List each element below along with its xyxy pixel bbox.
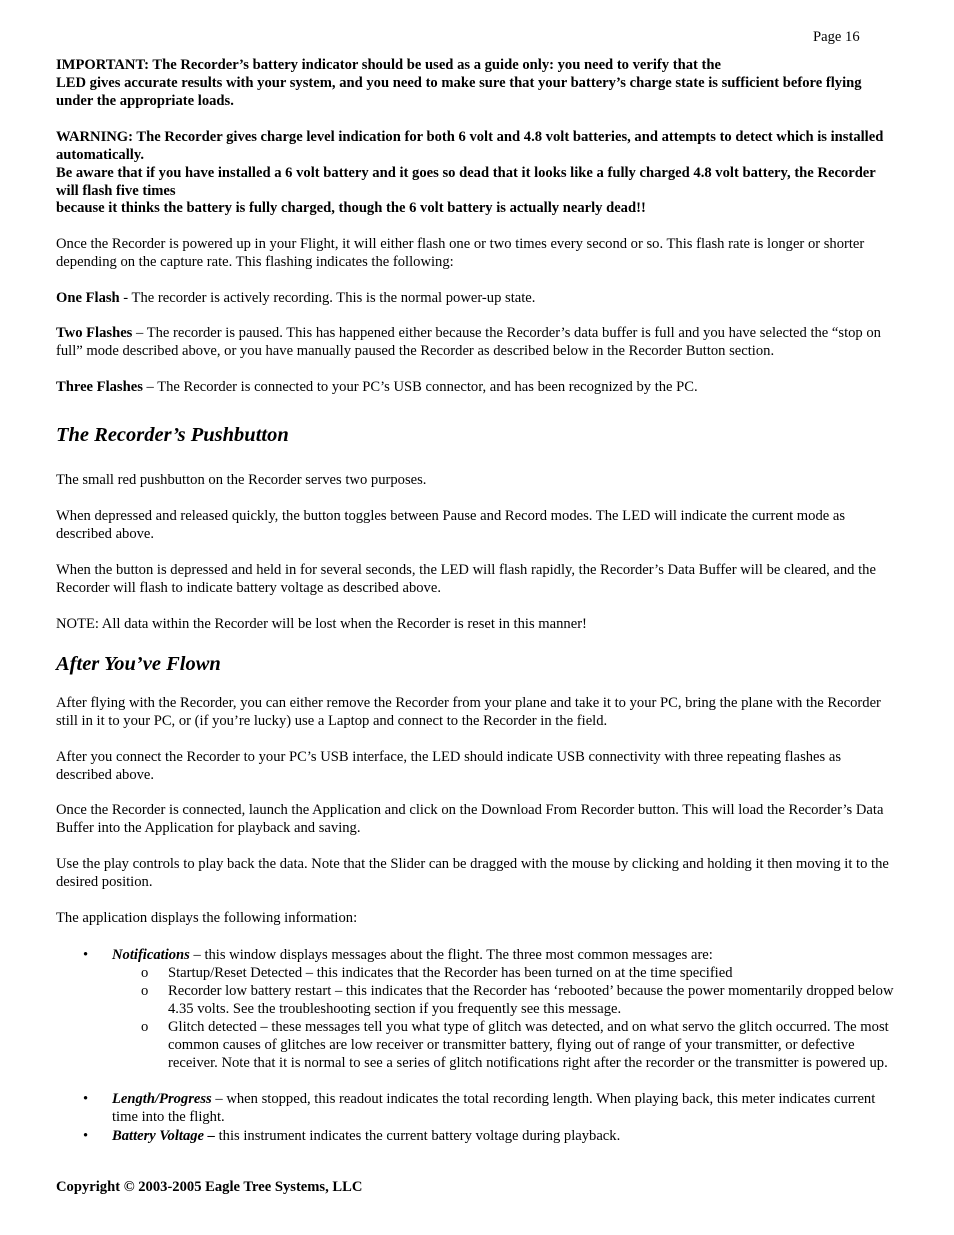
after-paragraph-5: The application displays the following information:	[56, 910, 358, 926]
warning-paragraph-3: because it thinks the battery is fully charged, though the 6 volt battery is actually nearly dead!!	[56, 200, 646, 216]
bullet-text: – when stopped, this readout indicates the total recording length. When playing back, this meter indicates current time into the flight.	[112, 1091, 876, 1125]
sub-bullet-symbol: o	[141, 983, 149, 999]
pushbutton-heading: The Recorder’s Pushbutton	[56, 424, 289, 446]
list-item-battery-voltage	[83, 1127, 896, 1145]
warning-paragraph-2: Be aware that if you have installed a 6 volt battery and it goes so dead that it looks like a fully charged 4.8 volt battery, the Recorder will flash five times	[56, 165, 876, 199]
after-paragraph-3: Once the Recorder is connected, launch the Application and click on the Download From Recorder button. This will load the Recorder’s Data Buffer into the Application for playback and saving.	[56, 802, 884, 836]
list-item-length-progress	[83, 1090, 896, 1126]
two-flashes-term: Two Flashes	[56, 325, 133, 341]
page-number: Page 16	[813, 29, 860, 45]
bullet-symbol: •	[83, 1091, 89, 1107]
sub-bullet-symbol: o	[141, 965, 149, 981]
warning-paragraph-1: WARNING: The Recorder gives charge level indication for both 6 volt and 4.8 volt batteries, and attempts to detect which is installed automatically.	[56, 129, 884, 163]
one-flash-text: - The recorder is actively recording. This is the normal power-up state.	[119, 290, 536, 306]
pushbutton-paragraph-1: The small red pushbutton on the Recorder serves two purposes.	[56, 472, 427, 488]
copyright: Copyright © 2003-2005 Eagle Tree Systems, LLC	[56, 1179, 363, 1195]
sub-list-item	[141, 982, 896, 1018]
one-flash-term: One Flash	[56, 290, 120, 306]
pushbutton-paragraph-3: When the button is depressed and held in for several seconds, the LED will flash rapidly, the Recorder’s Data Buffer will be cleared, and the Recorder will flash to indicate battery voltage as described above.	[56, 562, 876, 596]
three-flashes-text: – The Recorder is connected to your PC’s USB connector, and has been recognized by the PC.	[142, 379, 698, 395]
bullet-term: Notifications	[112, 947, 190, 963]
bullet-symbol: •	[83, 947, 89, 963]
flash-intro: Once the Recorder is powered up in your Flight, it will either flash one or two times every second or so. This flash rate is longer or shorter depending on the capture rate. This flashing indicates the following:	[56, 236, 865, 270]
two-flashes-paragraph	[56, 324, 896, 360]
bullet-term: Length/Progress	[112, 1091, 212, 1107]
three-flashes-paragraph	[56, 378, 896, 396]
bullet-symbol: •	[83, 1128, 89, 1144]
sub-bullet-symbol: o	[141, 1019, 149, 1035]
bullet-text: this instrument indicates the current battery voltage during playback.	[214, 1128, 621, 1144]
three-flashes-term: Three Flashes	[56, 379, 143, 395]
one-flash-paragraph	[56, 289, 896, 307]
after-flown-heading: After You’ve Flown	[56, 653, 221, 675]
sub-bullet-text: Glitch detected – these messages tell you what type of glitch was detected, and on what servo the glitch occurred. The most common causes of glitches are low receiver or transmitter battery, flying out of range of your transmitter, or defective receiver. Note that it is normal to see a series of glitch notifications right after the recorder or the transmitter is powered up.	[168, 1019, 889, 1071]
sub-list-item	[141, 964, 896, 982]
sub-bullet-text: Startup/Reset Detected – this indicates that the Recorder has been turned on at the time specified	[168, 965, 733, 981]
list-item-notifications	[83, 946, 896, 964]
sub-list-item	[141, 1018, 896, 1072]
pushbutton-paragraph-2: When depressed and released quickly, the button toggles between Pause and Record modes. The LED will indicate the current mode as described above.	[56, 508, 846, 542]
bullet-text: – this window displays messages about the flight. The three most common messages are:	[189, 947, 713, 963]
after-paragraph-4: Use the play controls to play back the data. Note that the Slider can be dragged with the mouse by clicking and holding it then moving it to the desired position.	[56, 856, 889, 890]
sub-bullet-text: Recorder low battery restart – this indicates that the Recorder has ‘rebooted’ because the power momentarily dropped below 4.35 volts. See the troubleshooting section if you frequently see this message.	[168, 983, 894, 1017]
after-paragraph-1: After flying with the Recorder, you can either remove the Recorder from your plane and take it to your PC, bring the plane with the Recorder still in it to your PC, or (if you’re lucky) use a Laptop and connect to the Recorder in the field.	[56, 695, 881, 729]
pushbutton-note: NOTE: All data within the Recorder will be lost when the Recorder is reset in this manner!	[56, 616, 587, 632]
two-flashes-text: – The recorder is paused. This has happened either because the Recorder’s data buffer is full and you have selected the “stop on full” mode described above, or you have manually paused the Recorder as described below in the Recorder Button section.	[56, 325, 881, 359]
bullet-term: Battery Voltage –	[112, 1128, 215, 1144]
after-paragraph-2: After you connect the Recorder to your PC’s USB interface, the LED should indicate USB connectivity with three repeating flashes as described above.	[56, 749, 842, 783]
important-line-2: LED gives accurate results with your system, and you need to make sure that your battery’s charge state is sufficient before flying under the appropriate loads.	[56, 75, 862, 109]
important-line-1: IMPORTANT: The Recorder’s battery indicator should be used as a guide only: you need to verify that the	[56, 57, 721, 73]
